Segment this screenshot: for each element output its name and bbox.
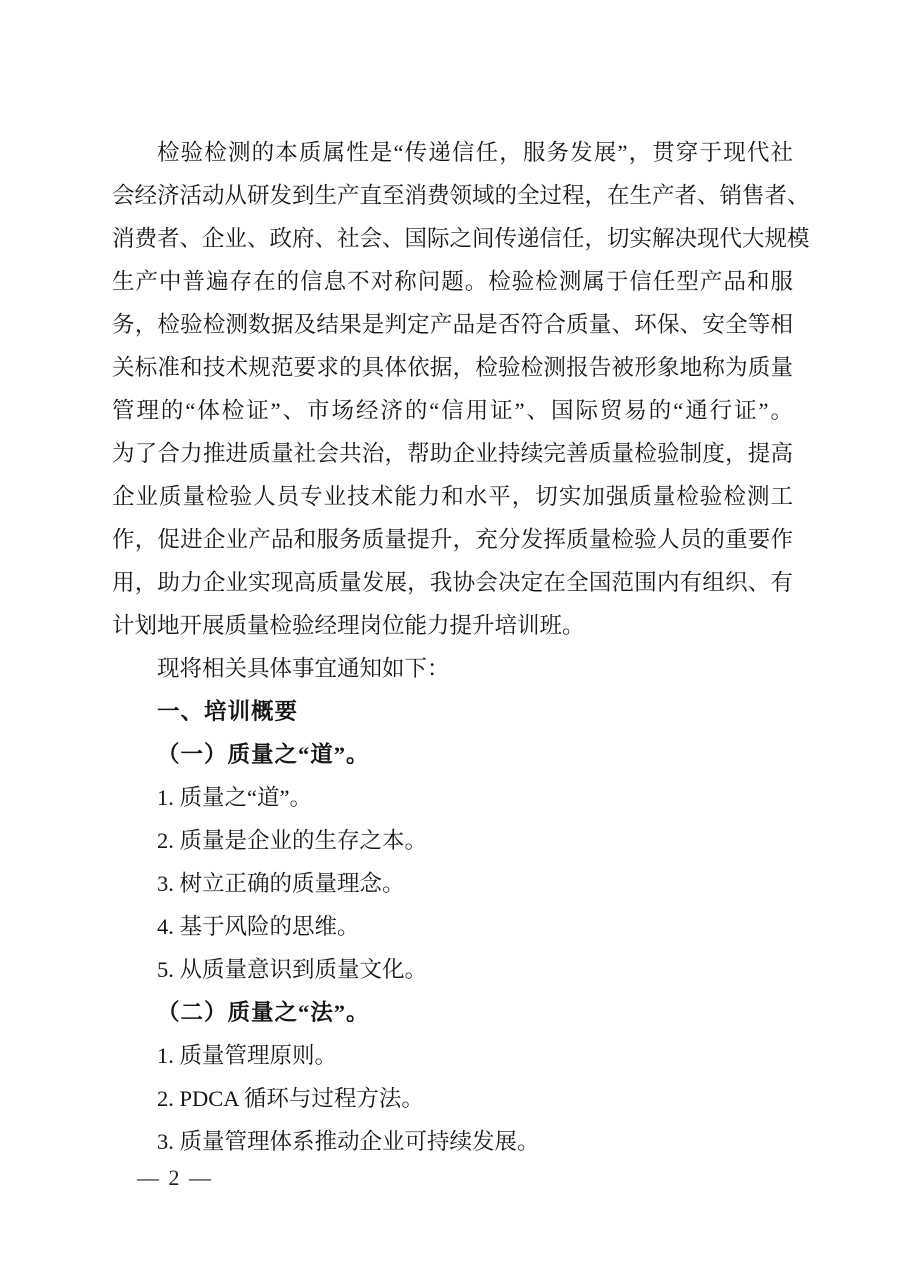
section-heading: 一、培训概要 xyxy=(157,699,299,724)
outline-item: 3. 质量管理体系推动企业可持续发展。 xyxy=(157,1129,540,1154)
page-number: — 2 — xyxy=(137,1165,213,1190)
outline-item: 4. 基于风险的思维。 xyxy=(157,914,360,939)
body-paragraph-line: 企业质量检验人员专业技术能力和水平，切实加强质量检验检测工 xyxy=(112,484,793,509)
body-paragraph-line: 关标准和技术规范要求的具体依据，检验检测报告被形象地称为质量 xyxy=(112,355,793,380)
body-paragraph-line: 会经济活动从研发到生产直至消费领域的全过程，在生产者、销售者、 xyxy=(112,183,810,208)
body-paragraph-line: 计划地开展质量检验经理岗位能力提升培训班。 xyxy=(112,613,585,638)
body-paragraph-line: 检验检测的本质属性是“传递信任，服务发展”，贯穿于现代社 xyxy=(157,140,793,165)
document-body xyxy=(112,131,810,1163)
body-paragraph-line: 为了合力推进质量社会共治，帮助企业持续完善质量检验制度，提高 xyxy=(112,441,793,466)
body-paragraph-line: 作，促进企业产品和服务质量提升，充分发挥质量检验人员的重要作 xyxy=(112,527,793,552)
outline-item: 1. 质量之“道”。 xyxy=(157,785,312,810)
outline-item: 3. 树立正确的质量理念。 xyxy=(157,871,405,896)
notice-line: 现将相关具体事宜通知如下： xyxy=(157,656,450,681)
body-paragraph-line: 务，检验检测数据及结果是判定产品是否符合质量、环保、安全等相 xyxy=(112,312,793,337)
body-paragraph-line: 管理的“体检证”、市场经济的“信用证”、国际贸易的“通行证”。 xyxy=(112,398,793,423)
outline-item: 2. 质量是企业的生存之本。 xyxy=(157,828,428,853)
subsection-1-heading: （一）质量之“道”。 xyxy=(157,742,370,767)
outline-item: 2. PDCA 循环与过程方法。 xyxy=(157,1086,424,1111)
outline-item: 5. 从质量意识到质量文化。 xyxy=(157,957,428,982)
body-paragraph-line: 用，助力企业实现高质量发展，我协会决定在全国范围内有组织、有 xyxy=(112,570,793,595)
outline-item: 1. 质量管理原则。 xyxy=(157,1043,338,1068)
body-paragraph-line: 生产中普遍存在的信息不对称问题。检验检测属于信任型产品和服 xyxy=(112,269,793,294)
subsection-2-heading: （二）质量之“法”。 xyxy=(157,1000,370,1025)
body-paragraph-line: 消费者、企业、政府、社会、国际之间传递信任，切实解决现代大规模 xyxy=(112,226,810,251)
